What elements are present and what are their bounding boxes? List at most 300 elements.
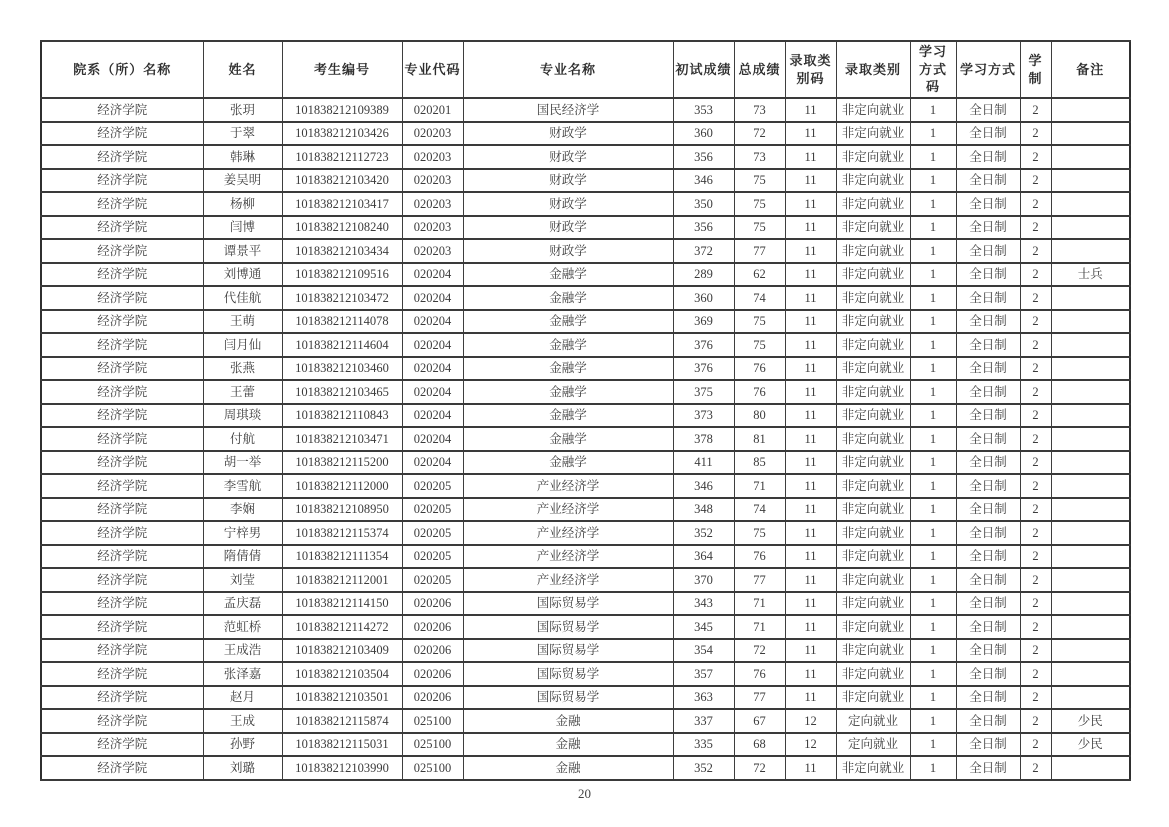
- cell-remarks: [1051, 216, 1130, 240]
- cell-total-score: 75: [734, 216, 785, 240]
- cell-admission-category-code: 11: [785, 592, 836, 616]
- cell-name: 宁梓男: [203, 521, 282, 545]
- cell-study-mode: 全日制: [956, 521, 1020, 545]
- cell-admission-category: 非定向就业: [836, 521, 910, 545]
- cell-total-score: 77: [734, 686, 785, 710]
- cell-admission-category: 非定向就业: [836, 498, 910, 522]
- cell-total-score: 71: [734, 592, 785, 616]
- cell-major-name: 金融: [463, 756, 673, 780]
- cell-duration: 2: [1020, 286, 1051, 310]
- cell-total-score: 85: [734, 451, 785, 475]
- cell-candidate-number: 101838212112000: [282, 474, 402, 498]
- cell-initial-score: 363: [673, 686, 734, 710]
- cell-name: 刘莹: [203, 568, 282, 592]
- cell-study-mode-code: 1: [910, 404, 956, 428]
- cell-major-code: 020204: [402, 286, 463, 310]
- cell-study-mode: 全日制: [956, 662, 1020, 686]
- cell-candidate-number: 101838212103504: [282, 662, 402, 686]
- cell-remarks: 少民: [1051, 733, 1130, 757]
- cell-admission-category-code: 12: [785, 733, 836, 757]
- cell-major-code: 020205: [402, 521, 463, 545]
- cell-initial-score: 352: [673, 756, 734, 780]
- cell-major-code: 020205: [402, 474, 463, 498]
- table-row: [41, 145, 1130, 169]
- cell-admission-category: 非定向就业: [836, 615, 910, 639]
- cell-major-name: 国际贸易学: [463, 686, 673, 710]
- cell-department: 经济学院: [41, 521, 203, 545]
- cell-admission-category: 非定向就业: [836, 122, 910, 146]
- table-row: [41, 474, 1130, 498]
- cell-initial-score: 369: [673, 310, 734, 334]
- cell-study-mode: 全日制: [956, 639, 1020, 663]
- cell-initial-score: 373: [673, 404, 734, 428]
- cell-study-mode-code: 1: [910, 474, 956, 498]
- cell-admission-category-code: 11: [785, 145, 836, 169]
- cell-name: 代佳航: [203, 286, 282, 310]
- cell-name: 胡一举: [203, 451, 282, 475]
- cell-initial-score: 353: [673, 98, 734, 122]
- cell-admission-category-code: 11: [785, 474, 836, 498]
- table-row: [41, 169, 1130, 193]
- table-row: [41, 545, 1130, 569]
- cell-study-mode: 全日制: [956, 145, 1020, 169]
- cell-admission-category: 非定向就业: [836, 286, 910, 310]
- cell-candidate-number: 101838212103434: [282, 239, 402, 263]
- cell-study-mode-code: 1: [910, 545, 956, 569]
- cell-remarks: [1051, 615, 1130, 639]
- cell-major-code: 020203: [402, 239, 463, 263]
- cell-candidate-number: 101838212114078: [282, 310, 402, 334]
- cell-admission-category: 非定向就业: [836, 192, 910, 216]
- cell-candidate-number: 101838212115374: [282, 521, 402, 545]
- cell-initial-score: 346: [673, 169, 734, 193]
- cell-admission-category-code: 11: [785, 263, 836, 287]
- cell-admission-category-code: 11: [785, 192, 836, 216]
- cell-major-code: 020203: [402, 169, 463, 193]
- cell-admission-category-code: 11: [785, 286, 836, 310]
- cell-admission-category: 定向就业: [836, 733, 910, 757]
- cell-major-code: 020206: [402, 615, 463, 639]
- cell-total-score: 80: [734, 404, 785, 428]
- cell-major-name: 金融学: [463, 310, 673, 334]
- cell-remarks: [1051, 756, 1130, 780]
- cell-admission-category: 非定向就业: [836, 568, 910, 592]
- cell-admission-category-code: 11: [785, 427, 836, 451]
- cell-study-mode: 全日制: [956, 733, 1020, 757]
- cell-remarks: [1051, 145, 1130, 169]
- cell-initial-score: 357: [673, 662, 734, 686]
- table-row: [41, 686, 1130, 710]
- cell-major-code: 020204: [402, 357, 463, 381]
- column-header-remarks: 备注: [1051, 41, 1130, 98]
- cell-study-mode: 全日制: [956, 239, 1020, 263]
- cell-candidate-number: 101838212112001: [282, 568, 402, 592]
- cell-department: 经济学院: [41, 639, 203, 663]
- cell-remarks: [1051, 686, 1130, 710]
- cell-total-score: 62: [734, 263, 785, 287]
- cell-admission-category-code: 11: [785, 615, 836, 639]
- cell-total-score: 72: [734, 756, 785, 780]
- table-header-row: [41, 41, 1130, 98]
- cell-initial-score: 335: [673, 733, 734, 757]
- cell-admission-category: 非定向就业: [836, 310, 910, 334]
- cell-admission-category: 非定向就业: [836, 686, 910, 710]
- cell-study-mode: 全日制: [956, 545, 1020, 569]
- cell-department: 经济学院: [41, 592, 203, 616]
- table-row: [41, 98, 1130, 122]
- cell-study-mode-code: 1: [910, 192, 956, 216]
- cell-department: 经济学院: [41, 662, 203, 686]
- cell-admission-category-code: 11: [785, 498, 836, 522]
- cell-remarks: [1051, 662, 1130, 686]
- cell-remarks: [1051, 98, 1130, 122]
- cell-admission-category-code: 11: [785, 545, 836, 569]
- cell-department: 经济学院: [41, 169, 203, 193]
- cell-study-mode-code: 1: [910, 521, 956, 545]
- cell-study-mode: 全日制: [956, 568, 1020, 592]
- cell-admission-category: 非定向就业: [836, 357, 910, 381]
- cell-study-mode-code: 1: [910, 451, 956, 475]
- cell-major-code: 020204: [402, 380, 463, 404]
- column-header-major-name: 专业名称: [463, 41, 673, 98]
- cell-initial-score: 354: [673, 639, 734, 663]
- cell-admission-category: 非定向就业: [836, 427, 910, 451]
- cell-study-mode: 全日制: [956, 380, 1020, 404]
- cell-study-mode: 全日制: [956, 427, 1020, 451]
- cell-candidate-number: 101838212103460: [282, 357, 402, 381]
- cell-duration: 2: [1020, 380, 1051, 404]
- cell-total-score: 75: [734, 333, 785, 357]
- cell-major-name: 产业经济学: [463, 521, 673, 545]
- cell-remarks: [1051, 404, 1130, 428]
- cell-major-name: 金融学: [463, 427, 673, 451]
- cell-major-code: 020206: [402, 639, 463, 663]
- cell-major-name: 金融: [463, 709, 673, 733]
- cell-study-mode: 全日制: [956, 286, 1020, 310]
- cell-study-mode-code: 1: [910, 662, 956, 686]
- cell-name: 李娴: [203, 498, 282, 522]
- cell-department: 经济学院: [41, 474, 203, 498]
- cell-study-mode: 全日制: [956, 333, 1020, 357]
- cell-admission-category-code: 11: [785, 333, 836, 357]
- cell-study-mode: 全日制: [956, 498, 1020, 522]
- cell-initial-score: 289: [673, 263, 734, 287]
- cell-major-name: 财政学: [463, 192, 673, 216]
- cell-study-mode-code: 1: [910, 310, 956, 334]
- cell-major-name: 金融: [463, 733, 673, 757]
- cell-duration: 2: [1020, 427, 1051, 451]
- cell-major-name: 金融学: [463, 357, 673, 381]
- cell-study-mode-code: 1: [910, 122, 956, 146]
- cell-initial-score: 337: [673, 709, 734, 733]
- cell-name: 隋倩倩: [203, 545, 282, 569]
- cell-study-mode: 全日制: [956, 98, 1020, 122]
- cell-remarks: [1051, 310, 1130, 334]
- cell-major-name: 金融学: [463, 333, 673, 357]
- cell-candidate-number: 101838212114272: [282, 615, 402, 639]
- table-row: [41, 216, 1130, 240]
- cell-major-code: 020203: [402, 122, 463, 146]
- cell-major-name: 产业经济学: [463, 545, 673, 569]
- cell-admission-category-code: 11: [785, 169, 836, 193]
- cell-candidate-number: 101838212103472: [282, 286, 402, 310]
- cell-name: 韩琳: [203, 145, 282, 169]
- cell-total-score: 75: [734, 521, 785, 545]
- cell-major-code: 020204: [402, 451, 463, 475]
- cell-study-mode: 全日制: [956, 192, 1020, 216]
- cell-duration: 2: [1020, 733, 1051, 757]
- cell-major-code: 020203: [402, 192, 463, 216]
- cell-duration: 2: [1020, 263, 1051, 287]
- cell-major-name: 国际贸易学: [463, 615, 673, 639]
- cell-department: 经济学院: [41, 380, 203, 404]
- cell-admission-category: 非定向就业: [836, 239, 910, 263]
- cell-admission-category: 非定向就业: [836, 451, 910, 475]
- cell-initial-score: 411: [673, 451, 734, 475]
- cell-remarks: [1051, 333, 1130, 357]
- cell-study-mode-code: 1: [910, 216, 956, 240]
- table-row: [41, 122, 1130, 146]
- table-row: [41, 333, 1130, 357]
- cell-study-mode: 全日制: [956, 216, 1020, 240]
- cell-admission-category: 非定向就业: [836, 380, 910, 404]
- table-row: [41, 357, 1130, 381]
- cell-study-mode-code: 1: [910, 592, 956, 616]
- cell-candidate-number: 101838212103501: [282, 686, 402, 710]
- cell-candidate-number: 101838212111354: [282, 545, 402, 569]
- cell-department: 经济学院: [41, 98, 203, 122]
- cell-candidate-number: 101838212103420: [282, 169, 402, 193]
- cell-study-mode-code: 1: [910, 733, 956, 757]
- cell-major-code: 020203: [402, 145, 463, 169]
- cell-admission-category-code: 11: [785, 404, 836, 428]
- cell-name: 孙野: [203, 733, 282, 757]
- cell-name: 张泽嘉: [203, 662, 282, 686]
- cell-duration: 2: [1020, 310, 1051, 334]
- cell-department: 经济学院: [41, 568, 203, 592]
- column-header-candidate-number: 考生编号: [282, 41, 402, 98]
- cell-study-mode: 全日制: [956, 169, 1020, 193]
- column-header-admission-category-code: 录取类别码: [785, 41, 836, 98]
- cell-candidate-number: 101838212115200: [282, 451, 402, 475]
- cell-major-name: 国际贸易学: [463, 639, 673, 663]
- cell-study-mode-code: 1: [910, 169, 956, 193]
- table-row: [41, 615, 1130, 639]
- cell-study-mode-code: 1: [910, 263, 956, 287]
- cell-admission-category-code: 11: [785, 521, 836, 545]
- cell-admission-category-code: 11: [785, 756, 836, 780]
- cell-remarks: [1051, 239, 1130, 263]
- column-header-name: 姓名: [203, 41, 282, 98]
- cell-total-score: 76: [734, 357, 785, 381]
- cell-study-mode-code: 1: [910, 615, 956, 639]
- cell-total-score: 72: [734, 639, 785, 663]
- cell-remarks: [1051, 568, 1130, 592]
- cell-major-code: 020205: [402, 498, 463, 522]
- cell-candidate-number: 101838212109389: [282, 98, 402, 122]
- cell-admission-category: 非定向就业: [836, 169, 910, 193]
- cell-admission-category-code: 11: [785, 216, 836, 240]
- cell-candidate-number: 101838212115874: [282, 709, 402, 733]
- cell-major-code: 020206: [402, 686, 463, 710]
- cell-major-name: 产业经济学: [463, 474, 673, 498]
- cell-admission-category-code: 11: [785, 122, 836, 146]
- cell-initial-score: 378: [673, 427, 734, 451]
- cell-candidate-number: 101838212103426: [282, 122, 402, 146]
- cell-major-code: 020203: [402, 216, 463, 240]
- cell-duration: 2: [1020, 498, 1051, 522]
- cell-duration: 2: [1020, 451, 1051, 475]
- table-row: [41, 756, 1130, 780]
- table-row: [41, 733, 1130, 757]
- cell-department: 经济学院: [41, 216, 203, 240]
- cell-duration: 2: [1020, 357, 1051, 381]
- cell-initial-score: 352: [673, 521, 734, 545]
- column-header-department: 院系（所）名称: [41, 41, 203, 98]
- cell-remarks: [1051, 498, 1130, 522]
- cell-admission-category-code: 11: [785, 357, 836, 381]
- cell-admission-category: 非定向就业: [836, 639, 910, 663]
- cell-duration: 2: [1020, 474, 1051, 498]
- column-header-total-score: 总成绩: [734, 41, 785, 98]
- column-header-major-code: 专业代码: [402, 41, 463, 98]
- cell-major-code: 025100: [402, 709, 463, 733]
- cell-candidate-number: 101838212103409: [282, 639, 402, 663]
- cell-major-name: 财政学: [463, 239, 673, 263]
- cell-total-score: 76: [734, 545, 785, 569]
- cell-department: 经济学院: [41, 192, 203, 216]
- cell-total-score: 73: [734, 98, 785, 122]
- cell-major-name: 财政学: [463, 145, 673, 169]
- cell-total-score: 71: [734, 474, 785, 498]
- cell-admission-category-code: 11: [785, 239, 836, 263]
- admission-table: [40, 40, 1131, 781]
- table-row: [41, 380, 1130, 404]
- cell-study-mode-code: 1: [910, 709, 956, 733]
- cell-duration: 2: [1020, 662, 1051, 686]
- table-row: [41, 404, 1130, 428]
- cell-study-mode: 全日制: [956, 310, 1020, 334]
- cell-remarks: [1051, 427, 1130, 451]
- cell-major-name: 财政学: [463, 169, 673, 193]
- cell-candidate-number: 101838212103990: [282, 756, 402, 780]
- cell-admission-category-code: 11: [785, 451, 836, 475]
- cell-major-name: 国际贸易学: [463, 662, 673, 686]
- table-row: [41, 310, 1130, 334]
- cell-remarks: [1051, 122, 1130, 146]
- cell-duration: 2: [1020, 756, 1051, 780]
- cell-candidate-number: 101838212114604: [282, 333, 402, 357]
- cell-initial-score: 376: [673, 333, 734, 357]
- cell-major-name: 金融学: [463, 380, 673, 404]
- cell-study-mode-code: 1: [910, 498, 956, 522]
- cell-admission-category: 非定向就业: [836, 662, 910, 686]
- cell-admission-category-code: 11: [785, 310, 836, 334]
- cell-department: 经济学院: [41, 286, 203, 310]
- table-row: [41, 498, 1130, 522]
- cell-initial-score: 376: [673, 357, 734, 381]
- cell-total-score: 75: [734, 310, 785, 334]
- cell-major-name: 财政学: [463, 216, 673, 240]
- cell-admission-category: 非定向就业: [836, 263, 910, 287]
- table-row: [41, 568, 1130, 592]
- cell-major-code: 020204: [402, 427, 463, 451]
- cell-candidate-number: 101838212103417: [282, 192, 402, 216]
- cell-major-name: 金融学: [463, 404, 673, 428]
- column-header-study-mode-code: 学习方式码: [910, 41, 956, 98]
- cell-remarks: [1051, 380, 1130, 404]
- cell-name: 闫博: [203, 216, 282, 240]
- cell-department: 经济学院: [41, 686, 203, 710]
- cell-study-mode: 全日制: [956, 615, 1020, 639]
- cell-admission-category-code: 11: [785, 662, 836, 686]
- cell-duration: 2: [1020, 545, 1051, 569]
- cell-remarks: [1051, 169, 1130, 193]
- table-row: [41, 639, 1130, 663]
- cell-department: 经济学院: [41, 333, 203, 357]
- cell-admission-category-code: 12: [785, 709, 836, 733]
- cell-department: 经济学院: [41, 545, 203, 569]
- cell-study-mode-code: 1: [910, 568, 956, 592]
- cell-initial-score: 346: [673, 474, 734, 498]
- cell-admission-category-code: 11: [785, 686, 836, 710]
- cell-study-mode-code: 1: [910, 239, 956, 263]
- cell-admission-category-code: 11: [785, 639, 836, 663]
- cell-major-name: 产业经济学: [463, 568, 673, 592]
- cell-initial-score: 360: [673, 122, 734, 146]
- cell-candidate-number: 101838212103471: [282, 427, 402, 451]
- cell-department: 经济学院: [41, 615, 203, 639]
- cell-study-mode: 全日制: [956, 709, 1020, 733]
- cell-study-mode-code: 1: [910, 286, 956, 310]
- cell-department: 经济学院: [41, 756, 203, 780]
- table-row: [41, 709, 1130, 733]
- cell-candidate-number: 101838212115031: [282, 733, 402, 757]
- cell-department: 经济学院: [41, 122, 203, 146]
- column-header-study-mode: 学习方式: [956, 41, 1020, 98]
- cell-remarks: [1051, 451, 1130, 475]
- cell-duration: 2: [1020, 615, 1051, 639]
- cell-name: 姜吴明: [203, 169, 282, 193]
- cell-total-score: 77: [734, 568, 785, 592]
- cell-major-name: 金融学: [463, 451, 673, 475]
- column-header-admission-category: 录取类别: [836, 41, 910, 98]
- cell-name: 谭景平: [203, 239, 282, 263]
- cell-study-mode-code: 1: [910, 686, 956, 710]
- cell-major-code: 020204: [402, 310, 463, 334]
- cell-admission-category: 非定向就业: [836, 404, 910, 428]
- cell-name: 于翠: [203, 122, 282, 146]
- cell-major-name: 金融学: [463, 263, 673, 287]
- cell-name: 王成浩: [203, 639, 282, 663]
- cell-department: 经济学院: [41, 427, 203, 451]
- cell-name: 李雪航: [203, 474, 282, 498]
- cell-major-code: 020204: [402, 333, 463, 357]
- table-row: [41, 521, 1130, 545]
- cell-name: 周琪琰: [203, 404, 282, 428]
- cell-name: 付航: [203, 427, 282, 451]
- cell-initial-score: 350: [673, 192, 734, 216]
- cell-total-score: 76: [734, 380, 785, 404]
- cell-admission-category: 非定向就业: [836, 474, 910, 498]
- column-header-duration: 学制: [1020, 41, 1051, 98]
- table-row: [41, 286, 1130, 310]
- cell-duration: 2: [1020, 686, 1051, 710]
- cell-total-score: 81: [734, 427, 785, 451]
- cell-department: 经济学院: [41, 145, 203, 169]
- cell-name: 孟庆磊: [203, 592, 282, 616]
- cell-study-mode: 全日制: [956, 474, 1020, 498]
